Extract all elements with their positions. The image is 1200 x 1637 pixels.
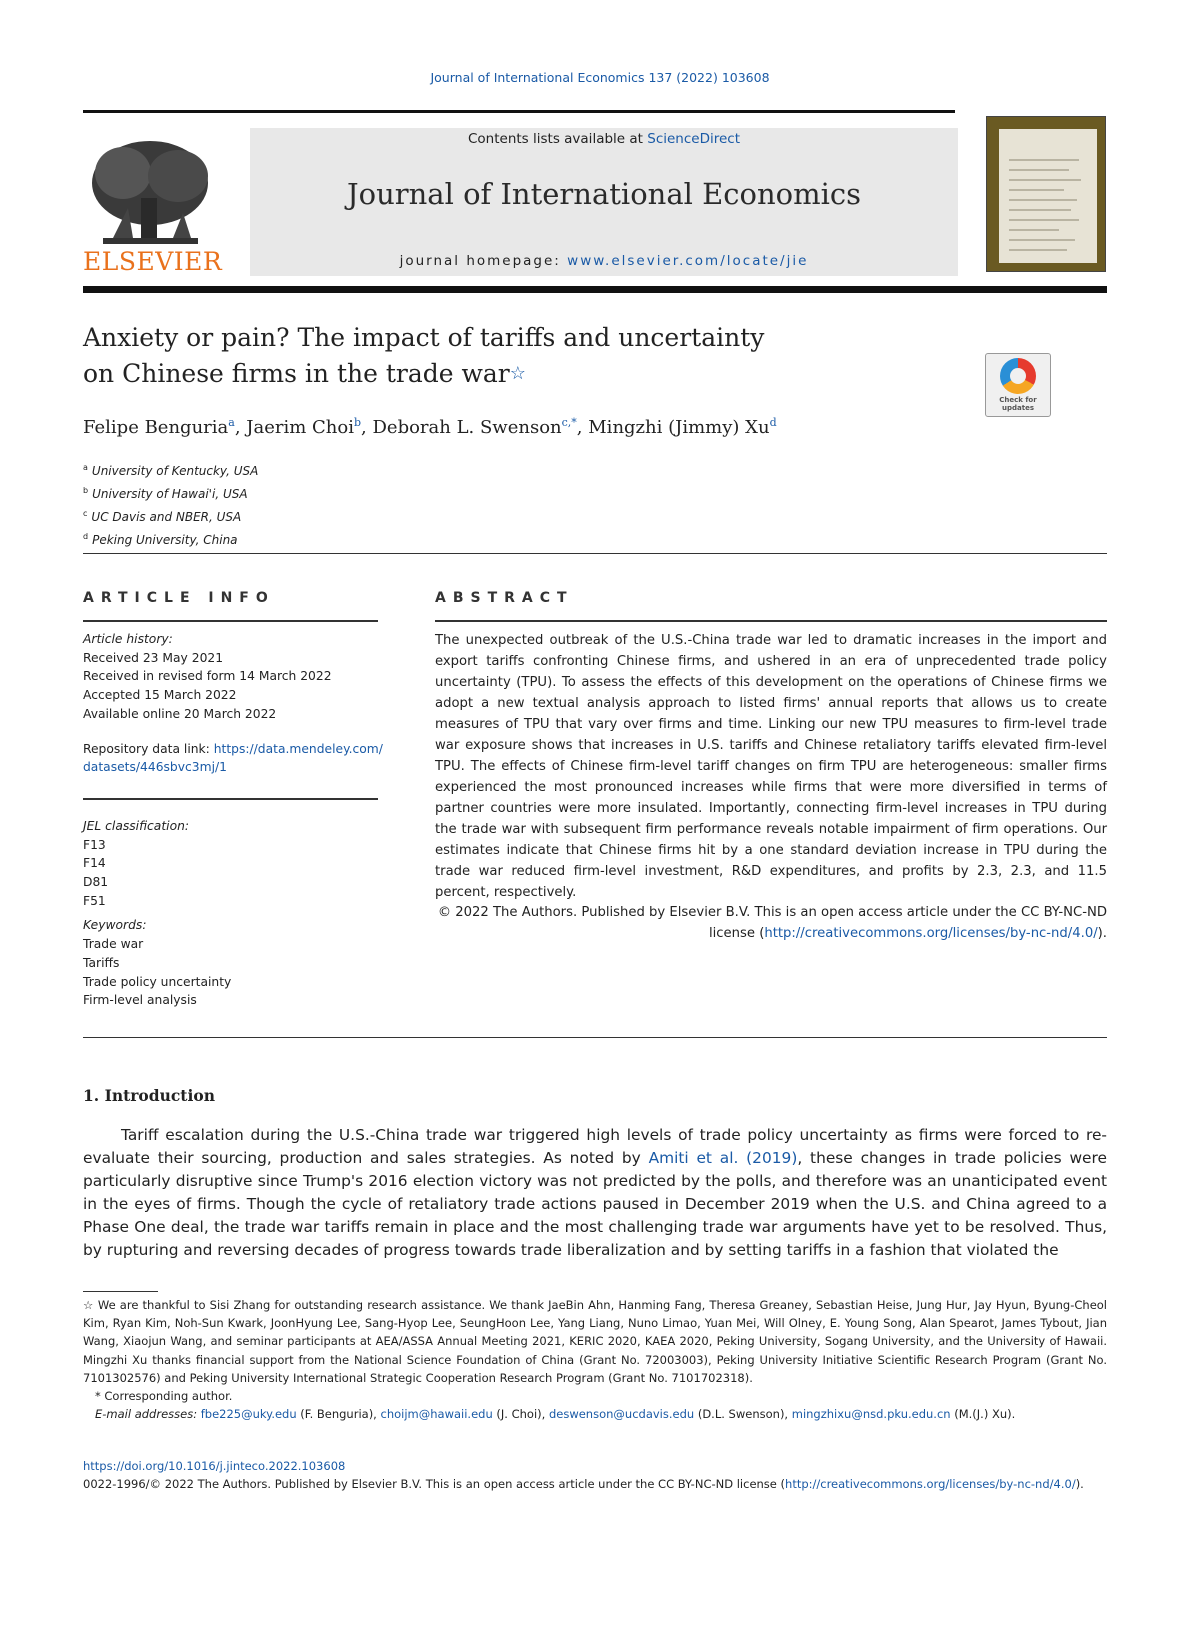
abstract-copyright: © 2022 The Authors. Published by Elsevier B.V. This is an open access article under the CC BY-NC-ND license (http://creativecommons.org/licenses/by-nc-nd/4.0/).: [437, 905, 1107, 941]
affiliations: [83, 458, 258, 550]
footnote-corresponding: * Corresponding author.: [95, 1389, 233, 1404]
email-link[interactable]: choijm@hawaii.edu: [380, 1407, 493, 1422]
article-title: Anxiety or pain? The impact of tariffs and uncertainty on Chinese firms in the trade war☆: [83, 323, 765, 388]
footnote-emails: E-mail addresses: fbe225@uky.edu (F. Benguria), choijm@hawaii.edu (J. Choi), deswenson@ucdavis.edu (D.L. Swenson), mingzhixu@nsd.pku.edu.cn (M.(J.) Xu).: [95, 1407, 1016, 1422]
divider: [83, 620, 378, 622]
sciencedirect-link[interactable]: ScienceDirect: [647, 131, 741, 147]
divider: [435, 620, 1107, 622]
keyword: Firm-level analysis: [83, 993, 197, 1008]
contents-line: Contents lists available at ScienceDirect: [467, 131, 741, 147]
intro-paragraph: Tariff escalation during the U.S.-China trade war triggered high levels of trade policy uncertainty as firms were forced to re-evaluate their sourcing, production and sales strategies. As noted by Amiti et al. (2019), these changes in trade policies were particularly disruptive since Trump's 2016 election victory was not predicted by the polls, and therefore was an unanticipated event in the eyes of firms. Though the cycle of retaliatory trade actions paused in December 2019 when the U.S. and China agreed to a Phase One deal, the trade war tariffs remain in place and the most challenging trade war arguments have yet to be resolved. Thus, by rupturing and reversing decades of progress towards trade liberalization and by setting tariffs in a fashion that violated the: [83, 1126, 1107, 1259]
journal-reference[interactable]: Journal of International Economics 137 (2022) 103608: [430, 70, 770, 85]
divider: [83, 798, 378, 800]
email-link[interactable]: deswenson@ucdavis.edu: [548, 1407, 695, 1422]
jel-code: F14: [83, 856, 106, 871]
homepage-link[interactable]: www.elsevier.com/locate/jie: [567, 253, 809, 269]
footnote-thanks: ☆ We are thankful to Sisi Zhang for outstanding research assistance. We thank JaeBin Ahn, Hanming Fang, Theresa Greaney, Sebastian Heise, Jung Hur, Jay Hyun, Byung-Cheol Kim, Ryan Kim, Noh-Sun Kwark, JoonHyung Lee, Sang-Hyop Lee, SeungHoon Lee, Yang Liang, Nuno Limao, Yuan Mei, Will Olney, E. Young Song, Alan Spearot, James Tybout, Jian Wang, Xiaojun Wang, and seminar participants at AEA/ASSA Annual Meeting 2021, KERIC 2020, KAEA 2020, Peking University, Sogang University, and the University of Hawaii. Mingzhi Xu thanks financial support from the National Science Foundation of China (Grant No. 72003003), Peking University Initiative Scientific Research Program (Grant No. 7101302576) and Peking University International Strategic Cooperation Research Program (Grant No. 7101702318).: [83, 1298, 1107, 1385]
license-link[interactable]: http://creativecommons.org/licenses/by-nc-nd/4.0/: [785, 1477, 1076, 1492]
license-link[interactable]: http://creativecommons.org/licenses/by-nc-nd/4.0/: [764, 926, 1098, 941]
email-link[interactable]: mingzhixu@nsd.pku.edu.cn: [791, 1407, 951, 1422]
author[interactable]: Jaerim Choi$^b$: [246, 416, 362, 438]
article-info-heading: ARTICLE INFO: [83, 590, 275, 606]
journal-title: Journal of International Economics: [346, 177, 862, 211]
affiliation: $^a$ University of Kentucky, USA: [83, 463, 259, 478]
article-info: Article history: Received 23 May 2021 Received in revised form 14 March 2022 Accepted 15 March 2022 Available online 20 March 2022 Repository data link: https://data.mendeley.com/datasets/446sbvc3mj/1 JEL classification: F13 F14 D81 F51 Keywords: Trade war Tariffs Trade policy uncertainty Firm-level analysis: [83, 630, 383, 1010]
elsevier-wordmark: ELSEVIER: [83, 247, 223, 276]
journal-cover-thumbnail[interactable]: [986, 116, 1106, 272]
author[interactable]: Deborah L. Swenson$^{c,*}$: [372, 416, 577, 438]
affiliation: $^c$ UC Davis and NBER, USA: [83, 509, 242, 524]
check-for-updates-badge[interactable]: Check for updates: [985, 353, 1051, 417]
citation-link[interactable]: Amiti et al. (2019): [648, 1149, 798, 1167]
jel-code: F51: [83, 893, 106, 908]
top-rule: [83, 110, 955, 113]
jel-code: F13: [83, 837, 106, 852]
title-footnote-star-icon[interactable]: ☆: [509, 363, 526, 384]
affiliation: $^d$ Peking University, China: [83, 532, 238, 547]
email-link[interactable]: fbe225@uky.edu: [200, 1407, 297, 1422]
author[interactable]: Felipe Benguria$^a$: [83, 416, 235, 438]
divider: [83, 1037, 1107, 1038]
page-bottom: https://doi.org/10.1016/j.jinteco.2022.103608 0022-1996/© 2022 The Authors. Published by Elsevier B.V. This is an open access article under the CC BY-NC-ND license (http://creativecommons.org/licenses/by-nc-nd/4.0/).: [83, 1459, 1084, 1492]
abstract-heading: ABSTRACT: [435, 590, 574, 606]
divider: [83, 553, 1107, 554]
abstract-text: The unexpected outbreak of the U.S.-China trade war led to dramatic increases in the import and export tariffs confronting Chinese firms, and ushered in an era of unprecedented trade policy uncertainty (TPU). To assess the effects of this development on the operations of Chinese firms we adopt a new textual analysis approach to listed firms' annual reports that allows us to create measures of TPU that vary over firms and time. Linking our new TPU measures to firm-level trade war exposure shows that increases in U.S. tariffs and Chinese retaliatory tariffs elevated firm-level TPU. The effects of Chinese firm-level tariff changes on firm TPU are heterogeneous: smaller firms experienced the most pronounced increases while firms that were more diversified in terms of partner countries were more insulated. Importantly, connecting firm-level increases in TPU during the trade war with subsequent firm performance reveals notable impairment of firm operations. Our estimates indicate that Chinese firms hit by a one standard deviation increase in TPU during the trade war reduced firm-level investment, R&D expenditures, and profits by 2.3, 2.3, and 11.5 percent, respectively.: [435, 633, 1107, 900]
star-icon: ☆: [83, 1298, 94, 1312]
footnote-rule: [83, 1291, 158, 1292]
homepage-line: journal homepage: www.elsevier.com/locate/jie: [399, 253, 809, 269]
keyword: Tariffs: [83, 955, 120, 970]
repository-link[interactable]: https://data.mendeley.com/datasets/446sbvc3mj/1: [83, 741, 383, 775]
jel-code: D81: [83, 875, 109, 890]
doi-link[interactable]: https://doi.org/10.1016/j.jinteco.2022.103608: [83, 1459, 346, 1473]
author-list: Felipe Benguria$^a$, Jaerim Choi$^b$, Deborah L. Swenson$^{c,*}$, Mingzhi (Jimmy) Xu$^d$: [83, 416, 777, 438]
keyword: Trade war: [83, 937, 144, 952]
crossmark-icon: [1000, 358, 1036, 394]
affiliation: $^b$ University of Hawai'i, USA: [83, 486, 248, 501]
section-heading: 1. Introduction: [83, 1086, 215, 1105]
footnotes: [83, 1296, 1107, 1423]
author[interactable]: Mingzhi (Jimmy) Xu$^d$: [588, 416, 777, 438]
keyword: Trade policy uncertainty: [83, 974, 232, 989]
header-thick-rule: [83, 286, 1107, 293]
